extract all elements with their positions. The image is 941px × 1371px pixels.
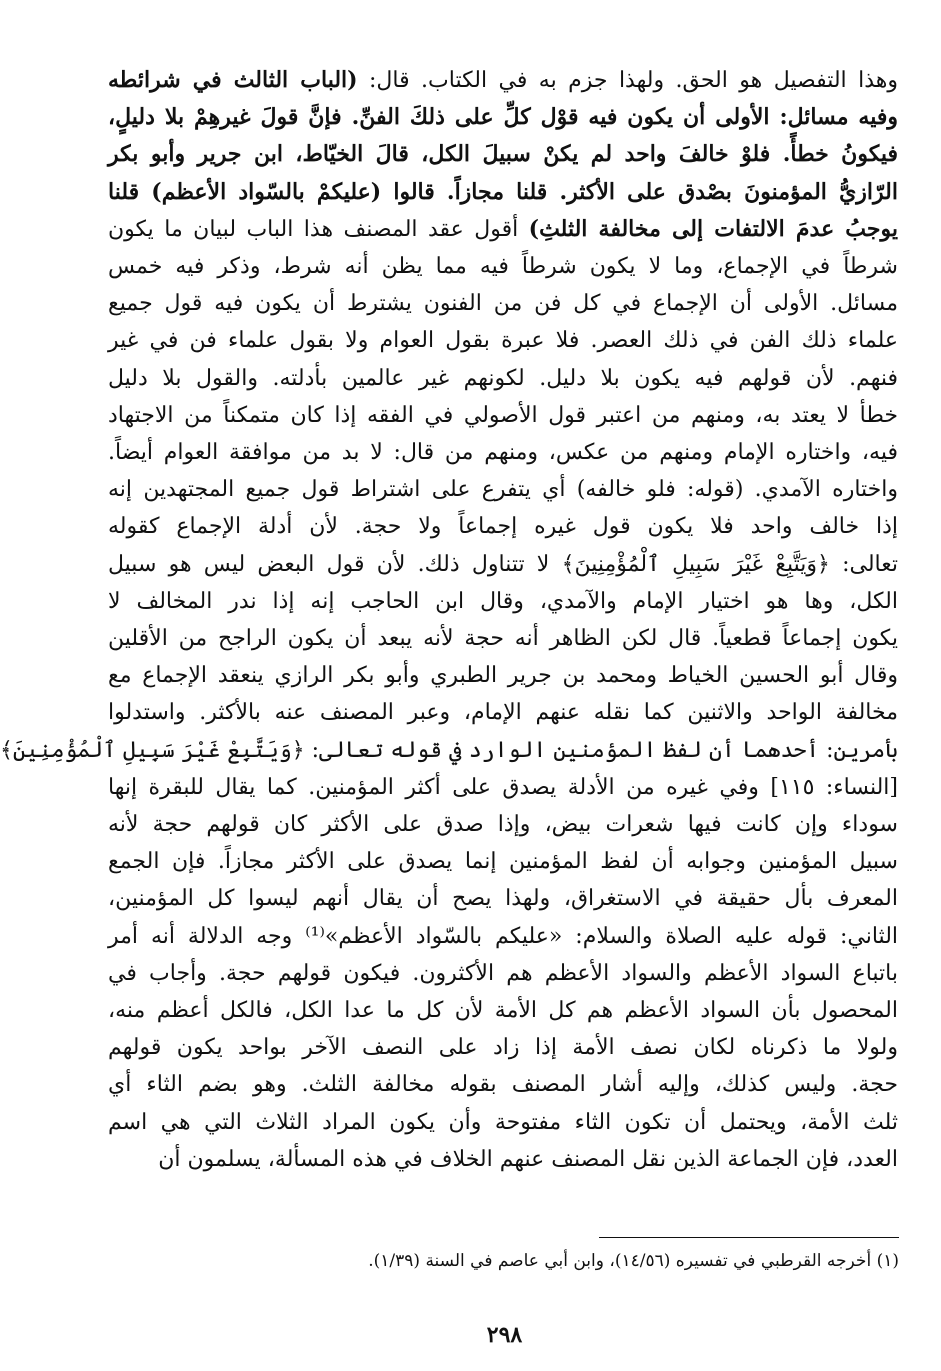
text-line: [108, 1141, 898, 1178]
text-segment: المحصول بأن السواد الأعظم هم كل الأمة لأن كل ما عدا الكل، فالكل أعظم منه،: [108, 998, 898, 1024]
bold-text-segment: (الباب الثالث في شرائطه: [108, 67, 358, 93]
text-segment: واختاره الآمدي. (قوله: فلو خالفه) أي يتفرع على اشتراط قول جميع المجتهدين إنه: [108, 477, 898, 503]
text-line: [108, 1029, 898, 1066]
text-segment: أقول عقد المصنف هذا الباب لبيان ما يكون: [108, 216, 529, 242]
footnote: (١) أخرجه القرطبي في تفسيره (١٤/٥٦)، وابن أبي عاصم في السنة (١/٣٩).: [368, 1251, 899, 1271]
text-segment: ثلث الأمة، ويحتمل أن تكون الثاء مفتوحة وأن يكون المراد الثلاث التي هي اسم: [108, 1109, 898, 1135]
bold-text-segment: يوجبُ عدمَ الالتفات إلى مخالفة الثلثِ): [528, 215, 898, 242]
text-line: [108, 620, 898, 657]
text-line: [108, 397, 898, 434]
text-segment: وهذا التفصيل هو الحق. ولهذا جزم به في الكتاب. قال:: [357, 68, 898, 93]
bold-text-segment: الرّازيُّ المؤمنونَ بصْدق على الأكثر. قلنا مجازاً. قالوا (عليكمْ بالسّواد الأعظم) قلنا: [108, 178, 898, 205]
page-number: ٢٩٨: [486, 1322, 523, 1348]
text-segment: الكل، وها هو اختيار الإمام والآمدي، وقال ابن الحاجب إنه إذا ندر المخالف لا: [108, 588, 899, 614]
text-segment: شرطاً في الإجماع، وما لا يكون شرطاً فيه مما يظن أنه شرط، وذكر فيه خمس: [108, 254, 898, 280]
text-line: [108, 508, 898, 545]
text-line: [108, 955, 898, 992]
text-segment: ولولا ما ذكرناه لكان نصف الأمة إذا زاد على النصف الآخر بواحد يكون قولهم: [108, 1035, 898, 1061]
main-text: [0, 62, 899, 1178]
text-segment: وقال أبو الحسين الخياط ومحمد بن جرير الطبري وأبو بكر الرازي ينعقد الإجماع مع: [108, 663, 898, 689]
text-line: [108, 1066, 898, 1103]
text-line: [108, 211, 898, 248]
text-segment: مخالفة الواحد والاثنين كما نقله عنهم الإمام، وعبر المصنف عنه بالأكثر. واستدلوا: [108, 700, 898, 726]
text-segment: فيه، واختاره الإمام ومنهم من عكس، ومنهم من قال: لا بد من موافقة العوام أيضاً.: [108, 440, 898, 466]
text-line: [108, 322, 898, 359]
text-line: [108, 471, 898, 508]
text-segment: سوداء وإن كانت فيها شعرات بيض، وإذا صدق على الأكثر كان قولهم حجة لأنه: [108, 812, 898, 838]
text-segment: [النساء: ١١٥] وفي غيره من الأدلة يصدق على أكثر المؤمنين. كما يقال للبقرة إنها: [108, 774, 898, 800]
text-segment: يكون إجماعاً قطعياً. قال لكن الظاهر أنه حجة لأنه يبعد أن يكون الراجح من الأقلين: [108, 626, 898, 652]
text-line: [108, 136, 898, 173]
text-line: [108, 769, 898, 806]
text-line: [108, 285, 898, 322]
bold-text-segment: وفيه مسائل: الأولى أن يكون فيه قوْل كلِّ على ذلكَ الفنِّ. فإنَّ قولَ غيرهِمْ بلا دليلٍ،: [108, 104, 898, 131]
text-line: [108, 806, 898, 843]
text-line: [108, 248, 898, 285]
text-line: [0, 732, 898, 769]
text-segment: فنهم. لأن قولهم فيه يكون بلا دليل. لكونهم غير عالمين بأدلته. والقول بلا دليل: [108, 365, 898, 391]
text-segment: المعرف بأل حقيقة في الاستغراق، ولهذا يصح أن يقال أنهم ليسوا كل المؤمنين،: [108, 886, 898, 912]
text-line: [108, 434, 898, 471]
text-segment: الثاني: قوله عليه الصلاة والسلام: «عليكم بالسّواد الأعظم»⁽¹⁾ وجه الدلالة أنه أمر: [108, 923, 899, 949]
text-line: [108, 1104, 898, 1141]
text-line: [108, 360, 898, 397]
text-segment: حجة. وليس كذلك، وإليه أشار المصنف بقوله مخالفة الثلث. وهو بضم الثاء أي: [108, 1072, 898, 1098]
text-segment: خطأ لا يعتد به، ومنهم من اعتبر قول الأصولي في الفقه إذا كان متمكناً من الاجتهاد: [108, 402, 899, 428]
text-segment: العدد، فإن الجماعة الذين نقل المصنف عنهم الخلاف في هذه المسألة، يسلمون أن: [158, 1146, 898, 1172]
text-line: [108, 843, 898, 880]
text-line: [108, 992, 898, 1029]
text-line: [108, 99, 898, 136]
text-segment: إذا خالف واحد فلا يكون قول غيره إجماعاً ولا حجة. لأن أدلة الإجماع كقوله: [108, 514, 898, 540]
text-line: [108, 657, 898, 694]
text-segment: علماء ذلك الفن في ذلك العصر. فلا عبرة بقول العوام ولا بقول علماء فن في غير: [108, 328, 898, 354]
text-line: [108, 880, 898, 917]
bold-text-segment: فيكونُ خطأً. فلوْ خالفَ واحد لم يكنْ سبيلَ الكل، قالَ الخيّاط، ابن جرير وأبو بكر: [108, 141, 898, 168]
text-segment: مسائل. الأولى أن الإجماع في كل فن من الفنون يشترط أن يكون فيه قول جميع: [108, 291, 898, 317]
footnote-divider: [599, 1237, 899, 1238]
text-line: [108, 546, 898, 583]
text-segment: تعالى: ﴿وَيَتَّبِعْ غَيْرَ سَبِيلِ ٱلْمُؤْمِنِينَ﴾ لا تتناول ذلك. لأن قول البعض ليس هو سبيل: [108, 551, 898, 577]
text-line: [108, 694, 898, 731]
text-segment: سبيل المؤمنين وجوابه أن لفظ المؤمنين إنما يصدق على الأكثر مجازاً. فإن الجمع: [108, 849, 898, 875]
text-line: [108, 918, 898, 955]
text-segment: بأمرين: أحدهما أن لفظ المؤمنين الوارد في قوله تعالى: ﴿وَيَتَّبِعْ غَيْرَ سَبِيلِ ٱلْمُؤْمِنِينَ﴾: [0, 737, 898, 763]
page-body: [0, 62, 899, 1178]
text-line: [108, 583, 898, 620]
text-line: [108, 62, 898, 99]
text-line: [108, 174, 898, 211]
text-segment: باتباع السواد الأعظم والسواد الأعظم هم الأكثرون. فيكون قولهم حجة. وأجاب في: [108, 960, 898, 986]
